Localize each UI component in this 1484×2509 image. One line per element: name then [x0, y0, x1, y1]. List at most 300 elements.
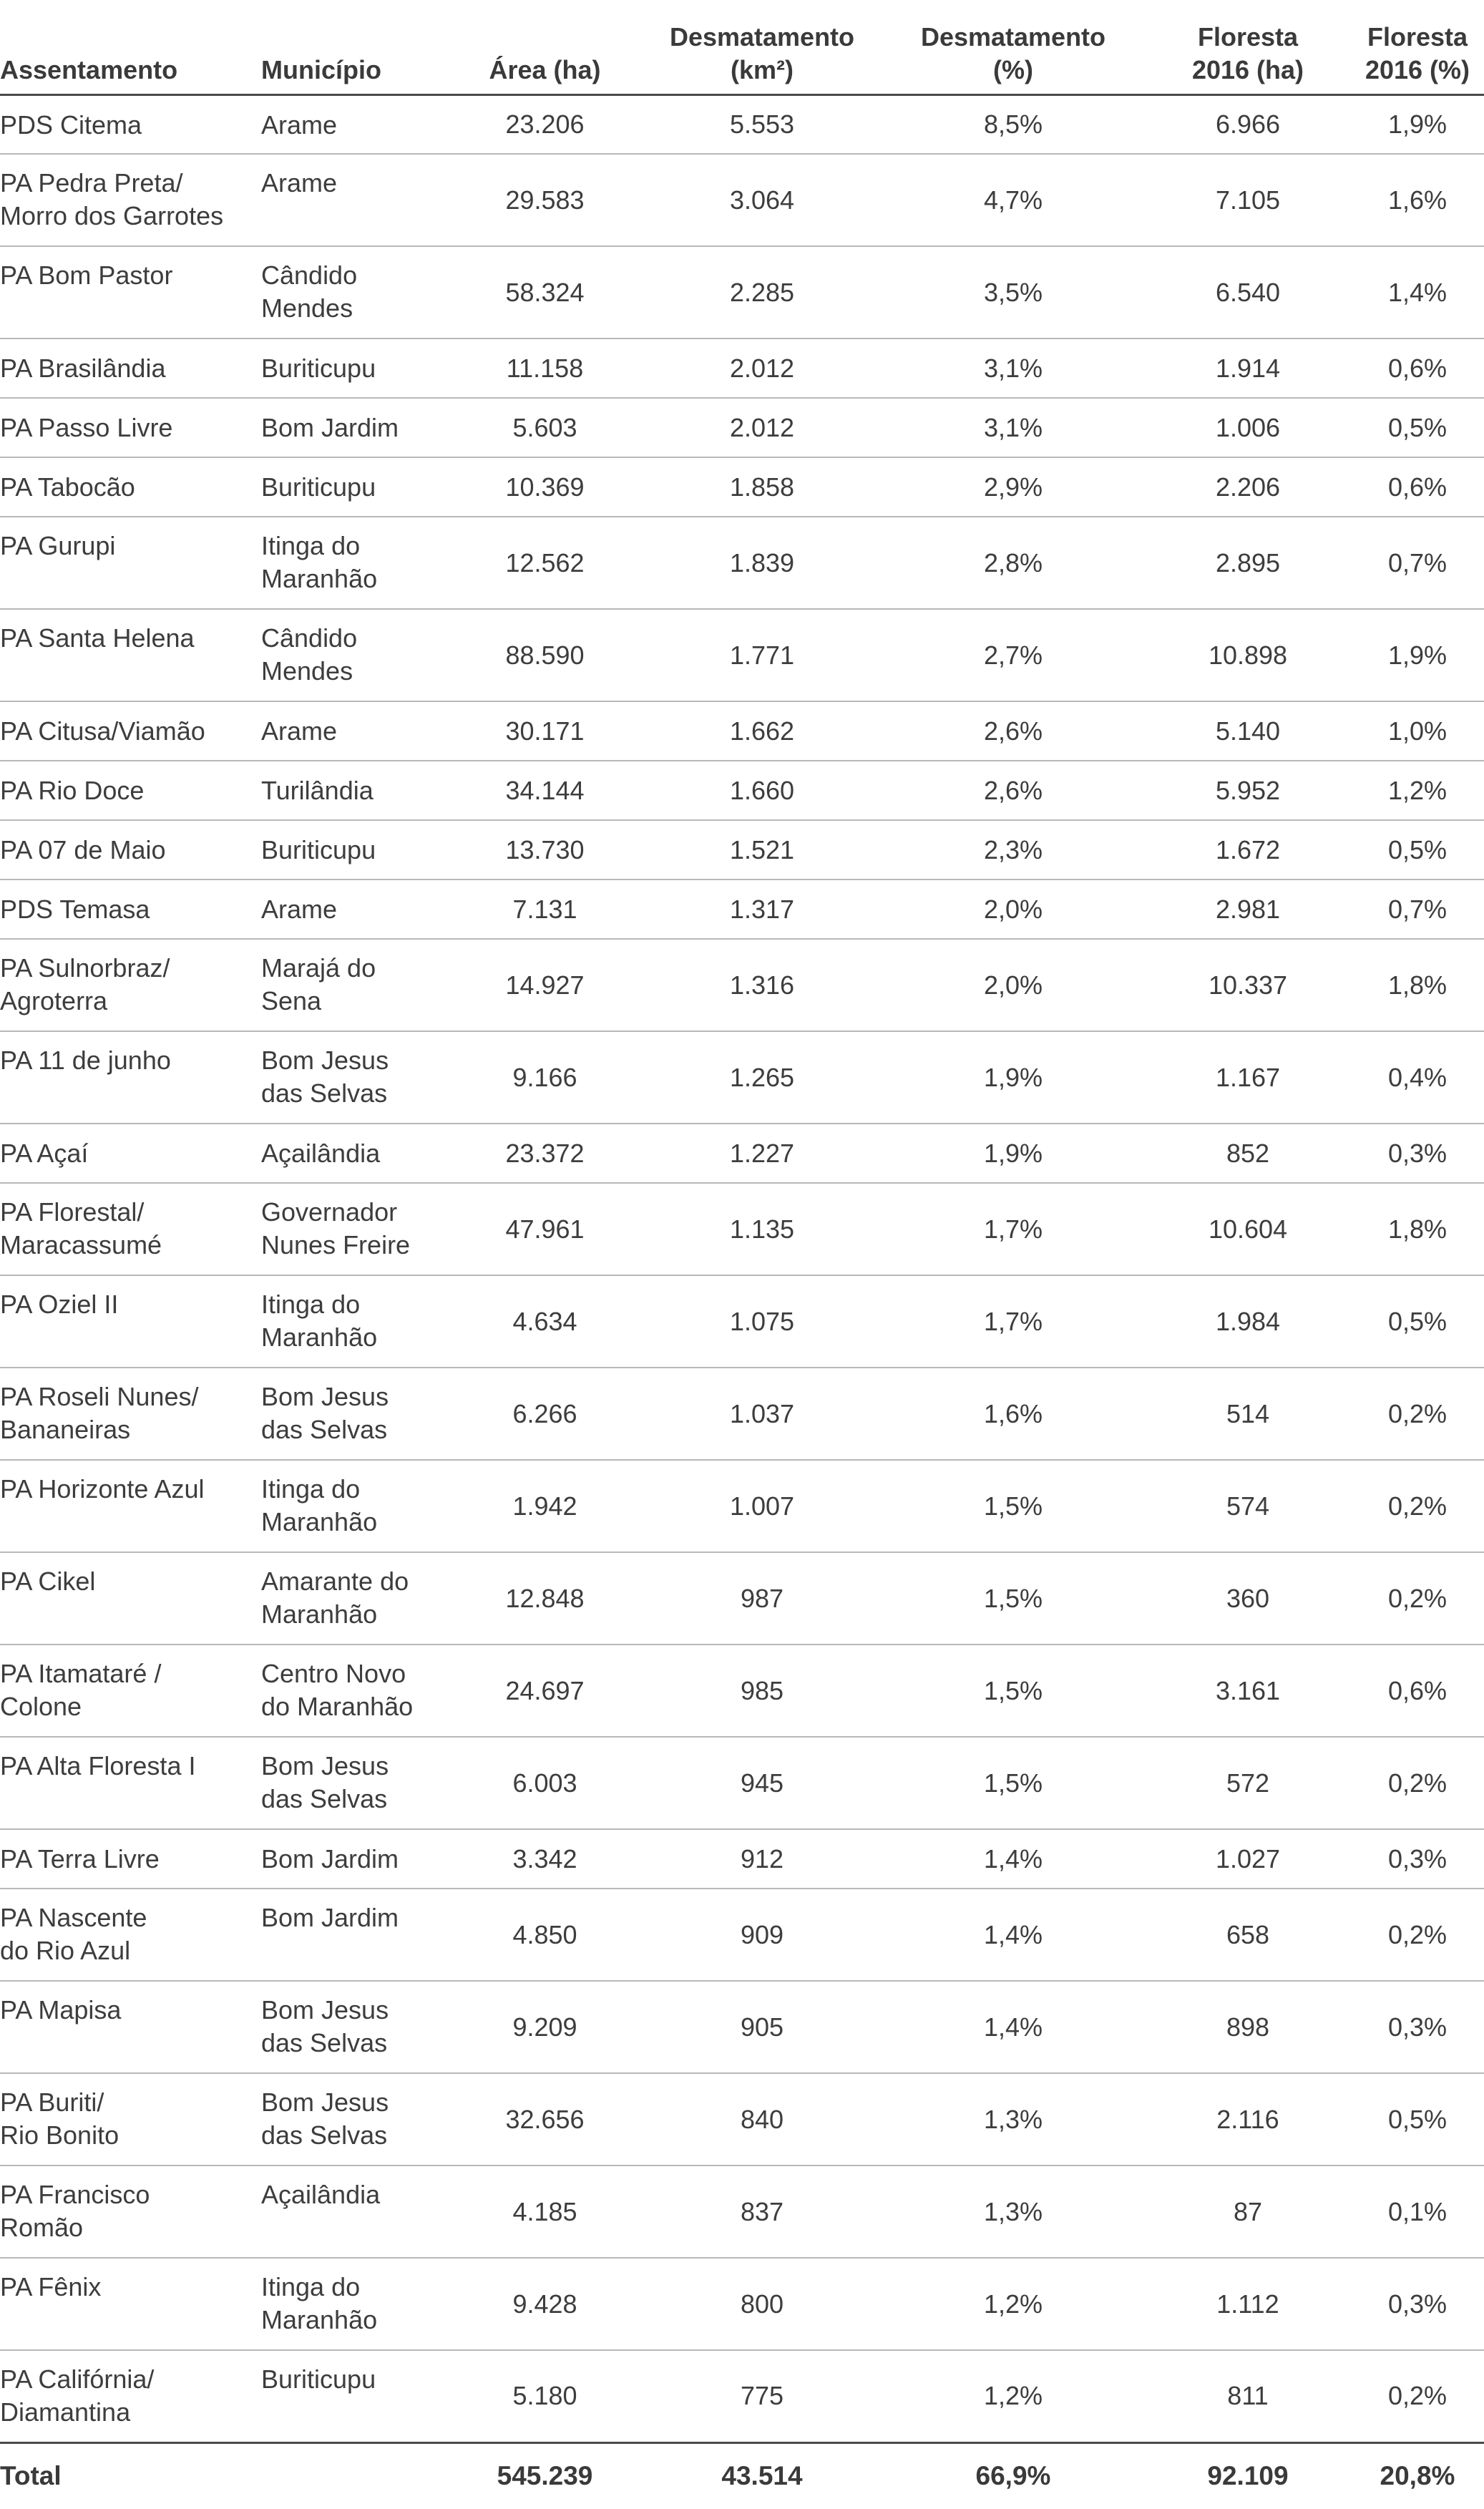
cell-municipio-line: Amarante do — [261, 1567, 409, 1596]
cell-floresta-pct: 0,2% — [1351, 1889, 1484, 1981]
cell-assentamento-line: PA Citusa/Viamão — [0, 716, 205, 746]
total-label: Total — [0, 2442, 261, 2508]
cell-desmatamento-km2: 840 — [643, 2073, 882, 2165]
cell-municipio-line: Bom Jesus — [261, 2087, 389, 2117]
cell-assentamento-line: PA 11 de junho — [0, 1046, 171, 1075]
table-row — [0, 609, 1484, 701]
cell-municipio — [261, 1275, 447, 1368]
cell-desmatamento-km2: 909 — [643, 1889, 882, 1981]
cell-assentamento-line: PDS Temasa — [0, 895, 150, 924]
cell-municipio-line: Governador — [261, 1197, 398, 1227]
cell-desmatamento-pct: 2,0% — [882, 939, 1145, 1031]
total-floresta-ha: 92.109 — [1145, 2442, 1351, 2508]
cell-municipio — [261, 1460, 447, 1552]
cell-assentamento — [0, 761, 261, 820]
cell-floresta-pct: 0,2% — [1351, 1737, 1484, 1829]
table-row — [0, 1981, 1484, 2073]
cell-desmatamento-pct: 3,1% — [882, 338, 1145, 398]
cell-floresta-ha: 1.672 — [1145, 820, 1351, 880]
cell-municipio — [261, 939, 447, 1031]
cell-assentamento-line: do Rio Azul — [0, 1936, 131, 1965]
cell-municipio-line: das Selvas — [261, 1784, 388, 1813]
cell-desmatamento-pct: 1,4% — [882, 1829, 1145, 1889]
cell-desmatamento-km2: 1.075 — [643, 1275, 882, 1368]
table-row — [0, 246, 1484, 338]
cell-assentamento — [0, 2258, 261, 2350]
cell-area: 30.171 — [447, 701, 643, 761]
header-desmatamento-pct: Desmatamento (%) — [882, 0, 1145, 94]
cell-assentamento — [0, 1981, 261, 2073]
cell-municipio-line: Turilândia — [261, 776, 374, 805]
cell-desmatamento-pct: 1,4% — [882, 1981, 1145, 2073]
cell-assentamento — [0, 820, 261, 880]
cell-municipio-line: do Maranhão — [261, 1692, 414, 1721]
cell-desmatamento-pct: 2,3% — [882, 820, 1145, 880]
cell-area: 4.634 — [447, 1275, 643, 1368]
cell-desmatamento-pct: 1,7% — [882, 1183, 1145, 1275]
cell-municipio — [261, 338, 447, 398]
cell-floresta-pct: 0,6% — [1351, 1645, 1484, 1737]
cell-floresta-pct: 1,9% — [1351, 609, 1484, 701]
cell-desmatamento-km2: 985 — [643, 1645, 882, 1737]
cell-desmatamento-pct: 1,4% — [882, 1889, 1145, 1981]
cell-floresta-ha: 572 — [1145, 1737, 1351, 1829]
cell-municipio — [261, 609, 447, 701]
cell-area: 88.590 — [447, 609, 643, 701]
cell-area: 5.180 — [447, 2350, 643, 2442]
cell-desmatamento-pct: 1,3% — [882, 2165, 1145, 2258]
cell-assentamento-line: PA Horizonte Azul — [0, 1474, 205, 1504]
cell-assentamento-line: PA Gurupi — [0, 531, 116, 560]
cell-area: 6.003 — [447, 1737, 643, 1829]
cell-desmatamento-pct: 3,5% — [882, 246, 1145, 338]
cell-municipio-line: Maranhão — [261, 564, 378, 593]
cell-desmatamento-km2: 912 — [643, 1829, 882, 1889]
table-row — [0, 939, 1484, 1031]
cell-municipio — [261, 246, 447, 338]
cell-floresta-ha: 1.984 — [1145, 1275, 1351, 1368]
table-row — [0, 457, 1484, 517]
cell-desmatamento-pct: 8,5% — [882, 94, 1145, 154]
cell-assentamento-line: PA Bom Pastor — [0, 260, 173, 290]
cell-floresta-ha: 1.914 — [1145, 338, 1351, 398]
cell-assentamento-line: Colone — [0, 1692, 82, 1721]
cell-floresta-ha: 7.105 — [1145, 154, 1351, 246]
cell-municipio — [261, 1645, 447, 1737]
cell-assentamento-line: Romão — [0, 2213, 84, 2242]
cell-desmatamento-km2: 837 — [643, 2165, 882, 2258]
cell-floresta-ha: 2.981 — [1145, 880, 1351, 939]
cell-municipio-line: Sena — [261, 986, 322, 1015]
cell-municipio — [261, 2258, 447, 2350]
header-area: Área (ha) — [447, 0, 643, 94]
cell-municipio — [261, 2350, 447, 2442]
cell-assentamento-line: PA Santa Helena — [0, 623, 195, 653]
cell-desmatamento-km2: 1.660 — [643, 761, 882, 820]
cell-municipio-line: Arame — [261, 168, 338, 198]
cell-municipio-line: Marajá do — [261, 953, 376, 983]
cell-desmatamento-pct: 1,2% — [882, 2258, 1145, 2350]
cell-desmatamento-km2: 2.285 — [643, 246, 882, 338]
cell-assentamento — [0, 457, 261, 517]
table-row — [0, 1460, 1484, 1552]
cell-assentamento-line: PA Oziel II — [0, 1290, 119, 1319]
cell-area: 47.961 — [447, 1183, 643, 1275]
cell-floresta-ha: 5.140 — [1145, 701, 1351, 761]
cell-assentamento — [0, 701, 261, 761]
cell-municipio-line: Bom Jardim — [261, 413, 399, 442]
cell-assentamento-line: PA Brasilândia — [0, 354, 166, 383]
cell-municipio-line: Buriticupu — [261, 835, 376, 864]
table-row — [0, 1829, 1484, 1889]
cell-desmatamento-pct: 1,9% — [882, 1031, 1145, 1124]
cell-area: 24.697 — [447, 1645, 643, 1737]
cell-floresta-ha: 1.167 — [1145, 1031, 1351, 1124]
cell-floresta-ha: 658 — [1145, 1889, 1351, 1981]
table-row — [0, 1031, 1484, 1124]
cell-municipio-line: Bom Jardim — [261, 1903, 399, 1932]
table-footer — [0, 2442, 1484, 2508]
cell-floresta-ha: 87 — [1145, 2165, 1351, 2258]
cell-area: 9.209 — [447, 1981, 643, 2073]
table-header — [0, 0, 1484, 94]
cell-desmatamento-pct: 2,7% — [882, 609, 1145, 701]
cell-desmatamento-km2: 945 — [643, 1737, 882, 1829]
cell-desmatamento-pct: 2,9% — [882, 457, 1145, 517]
cell-desmatamento-pct: 1,2% — [882, 2350, 1145, 2442]
cell-desmatamento-pct: 3,1% — [882, 398, 1145, 457]
cell-municipio — [261, 154, 447, 246]
cell-desmatamento-km2: 1.521 — [643, 820, 882, 880]
cell-assentamento — [0, 338, 261, 398]
cell-assentamento-line: PA Terra Livre — [0, 1844, 160, 1874]
cell-assentamento — [0, 1829, 261, 1889]
cell-assentamento — [0, 1737, 261, 1829]
cell-area: 11.158 — [447, 338, 643, 398]
cell-desmatamento-km2: 1.771 — [643, 609, 882, 701]
cell-municipio-line: Itinga do — [261, 531, 361, 560]
header-row — [0, 0, 1484, 94]
header-assentamento: Assentamento — [0, 0, 261, 94]
cell-floresta-ha: 5.952 — [1145, 761, 1351, 820]
cell-floresta-ha: 574 — [1145, 1460, 1351, 1552]
cell-assentamento — [0, 1552, 261, 1645]
cell-floresta-pct: 1,2% — [1351, 761, 1484, 820]
table-row — [0, 338, 1484, 398]
cell-floresta-ha: 811 — [1145, 2350, 1351, 2442]
cell-floresta-pct: 0,4% — [1351, 1031, 1484, 1124]
cell-municipio-line: Arame — [261, 109, 338, 140]
table-row — [0, 1124, 1484, 1183]
cell-floresta-ha: 2.895 — [1145, 517, 1351, 609]
cell-floresta-pct: 1,6% — [1351, 154, 1484, 246]
cell-desmatamento-km2: 1.662 — [643, 701, 882, 761]
cell-municipio-line: Centro Novo — [261, 1659, 406, 1688]
cell-municipio — [261, 1889, 447, 1981]
cell-municipio-line: Maranhão — [261, 1599, 378, 1629]
cell-floresta-pct: 1,9% — [1351, 94, 1484, 154]
cell-assentamento-line: PA Florestal/ — [0, 1197, 145, 1227]
cell-municipio — [261, 1981, 447, 2073]
cell-municipio — [261, 701, 447, 761]
cell-floresta-pct: 1,0% — [1351, 701, 1484, 761]
cell-area: 4.850 — [447, 1889, 643, 1981]
table-body — [0, 94, 1484, 2442]
cell-assentamento — [0, 1275, 261, 1368]
cell-floresta-ha: 360 — [1145, 1552, 1351, 1645]
cell-municipio-line: das Selvas — [261, 1078, 388, 1108]
cell-area: 9.428 — [447, 2258, 643, 2350]
cell-floresta-pct: 0,6% — [1351, 457, 1484, 517]
cell-floresta-pct: 0,7% — [1351, 880, 1484, 939]
cell-floresta-ha: 6.966 — [1145, 94, 1351, 154]
cell-municipio-line: Itinga do — [261, 2272, 361, 2301]
cell-floresta-ha: 2.206 — [1145, 457, 1351, 517]
cell-floresta-pct: 0,3% — [1351, 1124, 1484, 1183]
cell-floresta-ha: 1.027 — [1145, 1829, 1351, 1889]
cell-floresta-ha: 852 — [1145, 1124, 1351, 1183]
cell-desmatamento-km2: 2.012 — [643, 338, 882, 398]
cell-area: 12.562 — [447, 517, 643, 609]
cell-desmatamento-pct: 1,5% — [882, 1460, 1145, 1552]
cell-municipio — [261, 398, 447, 457]
cell-assentamento-line: PA Passo Livre — [0, 413, 173, 442]
cell-municipio-line: Bom Jesus — [261, 1995, 389, 2025]
cell-area: 29.583 — [447, 154, 643, 246]
total-floresta-pct: 20,8% — [1351, 2442, 1484, 2508]
cell-municipio — [261, 517, 447, 609]
cell-assentamento-line: PA Pedra Preta/ — [0, 168, 183, 198]
cell-floresta-pct: 0,5% — [1351, 820, 1484, 880]
cell-municipio-line: Buriticupu — [261, 2364, 376, 2394]
cell-desmatamento-pct: 2,6% — [882, 761, 1145, 820]
cell-desmatamento-km2: 987 — [643, 1552, 882, 1645]
cell-area: 6.266 — [447, 1368, 643, 1460]
cell-desmatamento-pct: 2,8% — [882, 517, 1145, 609]
table-row — [0, 1645, 1484, 1737]
cell-desmatamento-km2: 5.553 — [643, 94, 882, 154]
cell-area: 58.324 — [447, 246, 643, 338]
cell-municipio-line: Açailândia — [261, 2180, 381, 2209]
cell-area: 12.848 — [447, 1552, 643, 1645]
cell-assentamento-line: PA Fênix — [0, 2272, 102, 2301]
cell-municipio-line: Itinga do — [261, 1290, 361, 1319]
cell-municipio — [261, 1829, 447, 1889]
cell-municipio-line: Itinga do — [261, 1474, 361, 1504]
cell-municipio-line: das Selvas — [261, 1415, 388, 1444]
cell-assentamento — [0, 609, 261, 701]
cell-municipio-line: Bom Jardim — [261, 1844, 399, 1874]
cell-assentamento-line: Maracassumé — [0, 1230, 162, 1260]
cell-floresta-pct: 0,2% — [1351, 1552, 1484, 1645]
cell-desmatamento-pct: 2,6% — [882, 701, 1145, 761]
cell-desmatamento-pct: 1,9% — [882, 1124, 1145, 1183]
cell-municipio-line: Mendes — [261, 293, 353, 323]
cell-municipio — [261, 820, 447, 880]
cell-municipio-line: Mendes — [261, 656, 353, 686]
header-floresta-pct: Floresta 2016 (%) — [1351, 0, 1484, 94]
cell-desmatamento-km2: 1.316 — [643, 939, 882, 1031]
cell-desmatamento-km2: 1.007 — [643, 1460, 882, 1552]
cell-municipio-line: Buriticupu — [261, 472, 376, 502]
cell-assentamento — [0, 1645, 261, 1737]
table-row — [0, 880, 1484, 939]
cell-area: 23.372 — [447, 1124, 643, 1183]
cell-municipio-line: Cândido — [261, 623, 358, 653]
cell-municipio-line: Bom Jesus — [261, 1751, 389, 1780]
cell-assentamento — [0, 154, 261, 246]
cell-assentamento-line: PA Cikel — [0, 1567, 96, 1596]
table-row — [0, 1368, 1484, 1460]
cell-desmatamento-km2: 1.858 — [643, 457, 882, 517]
cell-municipio-line: Buriticupu — [261, 354, 376, 383]
cell-municipio — [261, 761, 447, 820]
table-row — [0, 1183, 1484, 1275]
cell-desmatamento-pct: 1,3% — [882, 2073, 1145, 2165]
cell-municipio-line: Nunes Freire — [261, 1230, 411, 1260]
cell-floresta-pct: 0,5% — [1351, 398, 1484, 457]
cell-assentamento — [0, 1124, 261, 1183]
cell-assentamento-line: Morro dos Garrotes — [0, 201, 224, 230]
cell-municipio-line: Maranhão — [261, 1322, 378, 1352]
cell-assentamento-line: PA Rio Doce — [0, 776, 145, 805]
cell-floresta-pct: 0,6% — [1351, 338, 1484, 398]
table-row — [0, 1737, 1484, 1829]
cell-assentamento-line: PA Tabocão — [0, 472, 135, 502]
cell-area: 4.185 — [447, 2165, 643, 2258]
cell-floresta-ha: 10.898 — [1145, 609, 1351, 701]
cell-municipio — [261, 1368, 447, 1460]
cell-area: 5.603 — [447, 398, 643, 457]
cell-assentamento — [0, 517, 261, 609]
header-municipio: Município — [261, 0, 447, 94]
cell-area: 14.927 — [447, 939, 643, 1031]
cell-municipio — [261, 2073, 447, 2165]
table-row — [0, 2350, 1484, 2442]
cell-desmatamento-pct: 4,7% — [882, 154, 1145, 246]
cell-assentamento-line: PA Itamataré / — [0, 1659, 162, 1688]
table-row — [0, 1889, 1484, 1981]
cell-floresta-pct: 1,8% — [1351, 939, 1484, 1031]
cell-municipio — [261, 94, 447, 154]
cell-floresta-ha: 10.337 — [1145, 939, 1351, 1031]
table-row — [0, 701, 1484, 761]
cell-assentamento-line: PA Açaí — [0, 1139, 89, 1168]
table-row — [0, 761, 1484, 820]
cell-municipio-line: das Selvas — [261, 2120, 388, 2150]
table-row — [0, 154, 1484, 246]
cell-municipio-line: Arame — [261, 895, 338, 924]
cell-assentamento-line: PA Roseli Nunes/ — [0, 1382, 199, 1411]
cell-assentamento — [0, 1460, 261, 1552]
cell-assentamento-line: Diamantina — [0, 2397, 131, 2427]
cell-assentamento-line: PA Alta Floresta I — [0, 1751, 196, 1780]
cell-assentamento — [0, 2165, 261, 2258]
cell-assentamento — [0, 2350, 261, 2442]
cell-area: 32.656 — [447, 2073, 643, 2165]
cell-desmatamento-km2: 905 — [643, 1981, 882, 2073]
cell-municipio — [261, 1737, 447, 1829]
cell-municipio-line: Arame — [261, 716, 338, 746]
cell-floresta-ha: 1.112 — [1145, 2258, 1351, 2350]
cell-desmatamento-km2: 2.012 — [643, 398, 882, 457]
cell-desmatamento-km2: 1.227 — [643, 1124, 882, 1183]
table-row — [0, 820, 1484, 880]
cell-municipio-line: Maranhão — [261, 2305, 378, 2334]
total-area: 545.239 — [447, 2442, 643, 2508]
cell-assentamento-line: PA Nascente — [0, 1903, 147, 1932]
cell-assentamento — [0, 1889, 261, 1981]
cell-municipio-line: Maranhão — [261, 1507, 378, 1536]
cell-floresta-pct: 0,1% — [1351, 2165, 1484, 2258]
cell-municipio — [261, 1552, 447, 1645]
cell-assentamento — [0, 939, 261, 1031]
cell-desmatamento-km2: 1.839 — [643, 517, 882, 609]
cell-desmatamento-pct: 1,5% — [882, 1645, 1145, 1737]
cell-assentamento-line: PA Mapisa — [0, 1995, 122, 2025]
cell-assentamento — [0, 1368, 261, 1460]
cell-municipio — [261, 1124, 447, 1183]
cell-municipio — [261, 2165, 447, 2258]
cell-municipio — [261, 1183, 447, 1275]
cell-floresta-ha: 6.540 — [1145, 246, 1351, 338]
cell-assentamento-line: Agroterra — [0, 986, 108, 1015]
cell-area: 9.166 — [447, 1031, 643, 1124]
table-row — [0, 94, 1484, 154]
cell-desmatamento-km2: 1.135 — [643, 1183, 882, 1275]
header-desmatamento-km2: Desmatamento (km²) — [643, 0, 882, 94]
cell-area: 23.206 — [447, 94, 643, 154]
cell-area: 13.730 — [447, 820, 643, 880]
cell-assentamento — [0, 398, 261, 457]
cell-desmatamento-km2: 775 — [643, 2350, 882, 2442]
cell-assentamento — [0, 880, 261, 939]
table-row — [0, 2165, 1484, 2258]
cell-desmatamento-km2: 1.317 — [643, 880, 882, 939]
cell-floresta-pct: 1,4% — [1351, 246, 1484, 338]
cell-desmatamento-pct: 2,0% — [882, 880, 1145, 939]
header-floresta-ha: Floresta 2016 (ha) — [1145, 0, 1351, 94]
cell-municipio-line: das Selvas — [261, 2028, 388, 2057]
cell-desmatamento-pct: 1,6% — [882, 1368, 1145, 1460]
cell-floresta-pct: 0,5% — [1351, 2073, 1484, 2165]
cell-municipio — [261, 880, 447, 939]
cell-assentamento — [0, 246, 261, 338]
cell-assentamento — [0, 2073, 261, 2165]
cell-floresta-ha: 514 — [1145, 1368, 1351, 1460]
cell-assentamento — [0, 1183, 261, 1275]
cell-floresta-ha: 2.116 — [1145, 2073, 1351, 2165]
table-row — [0, 1552, 1484, 1645]
cell-floresta-ha: 1.006 — [1145, 398, 1351, 457]
cell-municipio-line: Bom Jesus — [261, 1382, 389, 1411]
cell-assentamento-line: PA Buriti/ — [0, 2087, 104, 2117]
cell-assentamento-line: PA Califórnia/ — [0, 2364, 155, 2394]
cell-floresta-pct: 0,5% — [1351, 1275, 1484, 1368]
cell-area: 10.369 — [447, 457, 643, 517]
cell-desmatamento-km2: 1.037 — [643, 1368, 882, 1460]
cell-municipio-line: Bom Jesus — [261, 1046, 389, 1075]
cell-area: 3.342 — [447, 1829, 643, 1889]
table-row — [0, 517, 1484, 609]
cell-desmatamento-km2: 1.265 — [643, 1031, 882, 1124]
cell-floresta-pct: 0,2% — [1351, 1368, 1484, 1460]
cell-floresta-ha: 898 — [1145, 1981, 1351, 2073]
total-row — [0, 2442, 1484, 2508]
table-row — [0, 398, 1484, 457]
cell-assentamento — [0, 1031, 261, 1124]
cell-assentamento-line: PA Francisco — [0, 2180, 150, 2209]
